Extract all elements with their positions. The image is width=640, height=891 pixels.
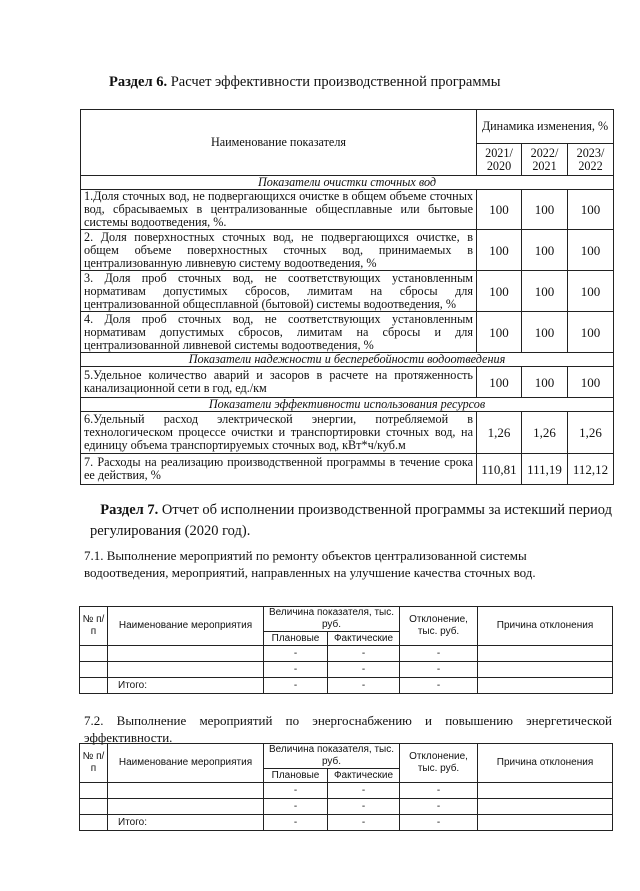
col-header-event: Наименование мероприятия	[108, 744, 264, 783]
cell-dash: -	[264, 783, 328, 799]
indicator-value: 100	[477, 190, 522, 230]
col-header-year: 2022/ 2021	[522, 144, 568, 176]
col-header-reason: Причина отклонения	[478, 607, 613, 646]
indicator-value: 111,19	[522, 454, 568, 485]
section-6-prefix: Раздел 6.	[109, 74, 168, 90]
col-header-num: № п/п	[80, 744, 108, 783]
indicator-value: 100	[477, 367, 522, 398]
indicator-value: 100	[477, 271, 522, 312]
cell-dash: -	[328, 678, 400, 694]
section-7-heading	[84, 500, 612, 542]
table-row	[81, 230, 614, 271]
section-7-title-line2: регулирования (2020 год).	[90, 523, 251, 539]
col-header-actual: Фактические	[328, 632, 400, 646]
indicator-value: 112,12	[568, 454, 614, 485]
paragraph-7-2-line2: эффективности.	[84, 730, 173, 745]
col-header-value: Величина показателя, тыс. руб.	[264, 744, 400, 769]
indicator-name: 2. Доля поверхностных сточных вод, не подвергающихся очистке, в общем объеме поверхностных сточных вод, принимаемых в централизованную ливневую систему водоотведения, %	[81, 230, 477, 271]
col-header-num: № п/п	[80, 607, 108, 646]
col-header-value: Величина показателя, тыс. руб.	[264, 607, 400, 632]
section-row: Показатели эффективности использования ресурсов	[81, 398, 614, 412]
indicator-value: 100	[568, 230, 614, 271]
cell-dash: -	[328, 783, 400, 799]
section-6-heading	[109, 74, 500, 91]
indicator-value: 100	[522, 312, 568, 353]
table-row	[81, 454, 614, 485]
table-row-total	[80, 678, 613, 694]
col-header-deviation: Отклонение, тыс. руб.	[400, 744, 478, 783]
table-row	[80, 783, 613, 799]
cell-dash: -	[264, 678, 328, 694]
indicator-value: 100	[477, 312, 522, 353]
col-header-indicator: Наименование показателя	[81, 110, 477, 176]
indicator-value: 1,26	[522, 412, 568, 454]
cell-dash: -	[400, 662, 478, 678]
indicator-name: 5.Удельное количество аварий и засоров в расчете на протяженность канализационной сети в год, ед./км	[81, 367, 477, 398]
indicator-value: 1,26	[477, 412, 522, 454]
col-header-dynamics: Динамика изменения, %	[477, 110, 614, 144]
table-row	[80, 662, 613, 678]
cell-dash: -	[400, 678, 478, 694]
indicator-value: 100	[522, 271, 568, 312]
cell-dash: -	[400, 799, 478, 815]
table-row	[80, 646, 613, 662]
indicator-value: 100	[568, 271, 614, 312]
paragraph-7-2	[84, 712, 612, 746]
total-label: Итого:	[108, 815, 264, 831]
table-row	[81, 412, 614, 454]
section-7-title-line1: Отчет об исполнении производственной программы за истекший период	[158, 502, 612, 518]
col-header-reason: Причина отклонения	[478, 744, 613, 783]
col-header-event: Наименование мероприятия	[108, 607, 264, 646]
section-7-prefix: Раздел 7.	[100, 502, 159, 518]
table-row	[81, 312, 614, 353]
paragraph-7-2-line1: 7.2. Выполнение мероприятий по энергоснабжению и повышению энергетической	[84, 713, 612, 728]
col-header-planned: Плановые	[264, 769, 328, 783]
table-row	[81, 367, 614, 398]
col-header-deviation: Отклонение, тыс. руб.	[400, 607, 478, 646]
indicator-value: 100	[568, 312, 614, 353]
indicator-name: 7. Расходы на реализацию производственной программы в течение срока ее действия, %	[81, 454, 477, 485]
cell-dash: -	[328, 662, 400, 678]
indicator-name: 4. Доля проб сточных вод, не соответствующих установленным нормативам допустимых сбросов, лимитам на сбросы и для централизованной ливневой системы водоотведения, %	[81, 312, 477, 353]
section-row: Показатели очистки сточных вод	[81, 176, 614, 190]
indicator-value: 100	[568, 367, 614, 398]
col-header-year: 2021/ 2020	[477, 144, 522, 176]
indicator-value: 100	[568, 190, 614, 230]
cell-dash: -	[264, 799, 328, 815]
indicator-value: 100	[522, 230, 568, 271]
col-header-planned: Плановые	[264, 632, 328, 646]
indicator-name: 6.Удельный расход электрической энергии, потребляемой в технологическом процессе очистки и транспортировки сточных вод, на единицу объема транспортируемых сточных вод, кВт*ч/куб.м	[81, 412, 477, 454]
table-row-total	[80, 815, 613, 831]
indicator-value: 110,81	[477, 454, 522, 485]
paragraph-7-1: 7.1. Выполнение мероприятий по ремонту объектов централизованной системы водоотведения, мероприятий, направленных на улучшение качества сточных вод.	[84, 548, 536, 580]
indicator-name: 1.Доля сточных вод, не подвергающихся очистке в общем объеме сточных вод, сбрасываемых в централизованные общесплавные или бытовые системы водоотведения, %.	[81, 190, 477, 230]
cell-dash: -	[328, 815, 400, 831]
cell-dash: -	[328, 646, 400, 662]
cell-dash: -	[328, 799, 400, 815]
total-label: Итого:	[108, 678, 264, 694]
indicator-value: 100	[477, 230, 522, 271]
cell-dash: -	[400, 815, 478, 831]
col-header-actual: Фактические	[328, 769, 400, 783]
col-header-year: 2023/ 2022	[568, 144, 614, 176]
cell-dash: -	[400, 646, 478, 662]
table-row	[81, 190, 614, 230]
indicator-value: 100	[522, 367, 568, 398]
indicator-name: 3. Доля проб сточных вод, не соответствующих установленным нормативам допустимых сбросов, лимитам на сбросы для централизованной общесплавной (бытовой) системы водоотведения, %	[81, 271, 477, 312]
section-6-title: Расчет эффективности производственной программы	[167, 74, 501, 90]
energy-events-table	[79, 743, 613, 831]
indicator-value: 1,26	[568, 412, 614, 454]
cell-dash: -	[264, 815, 328, 831]
section-row: Показатели надежности и бесперебойности водоотведения	[81, 353, 614, 367]
indicator-value: 100	[522, 190, 568, 230]
cell-dash: -	[264, 662, 328, 678]
cell-dash: -	[400, 783, 478, 799]
table-row	[80, 799, 613, 815]
table-row	[81, 271, 614, 312]
cell-dash: -	[264, 646, 328, 662]
efficiency-table	[80, 109, 614, 485]
repair-events-table	[79, 606, 613, 694]
